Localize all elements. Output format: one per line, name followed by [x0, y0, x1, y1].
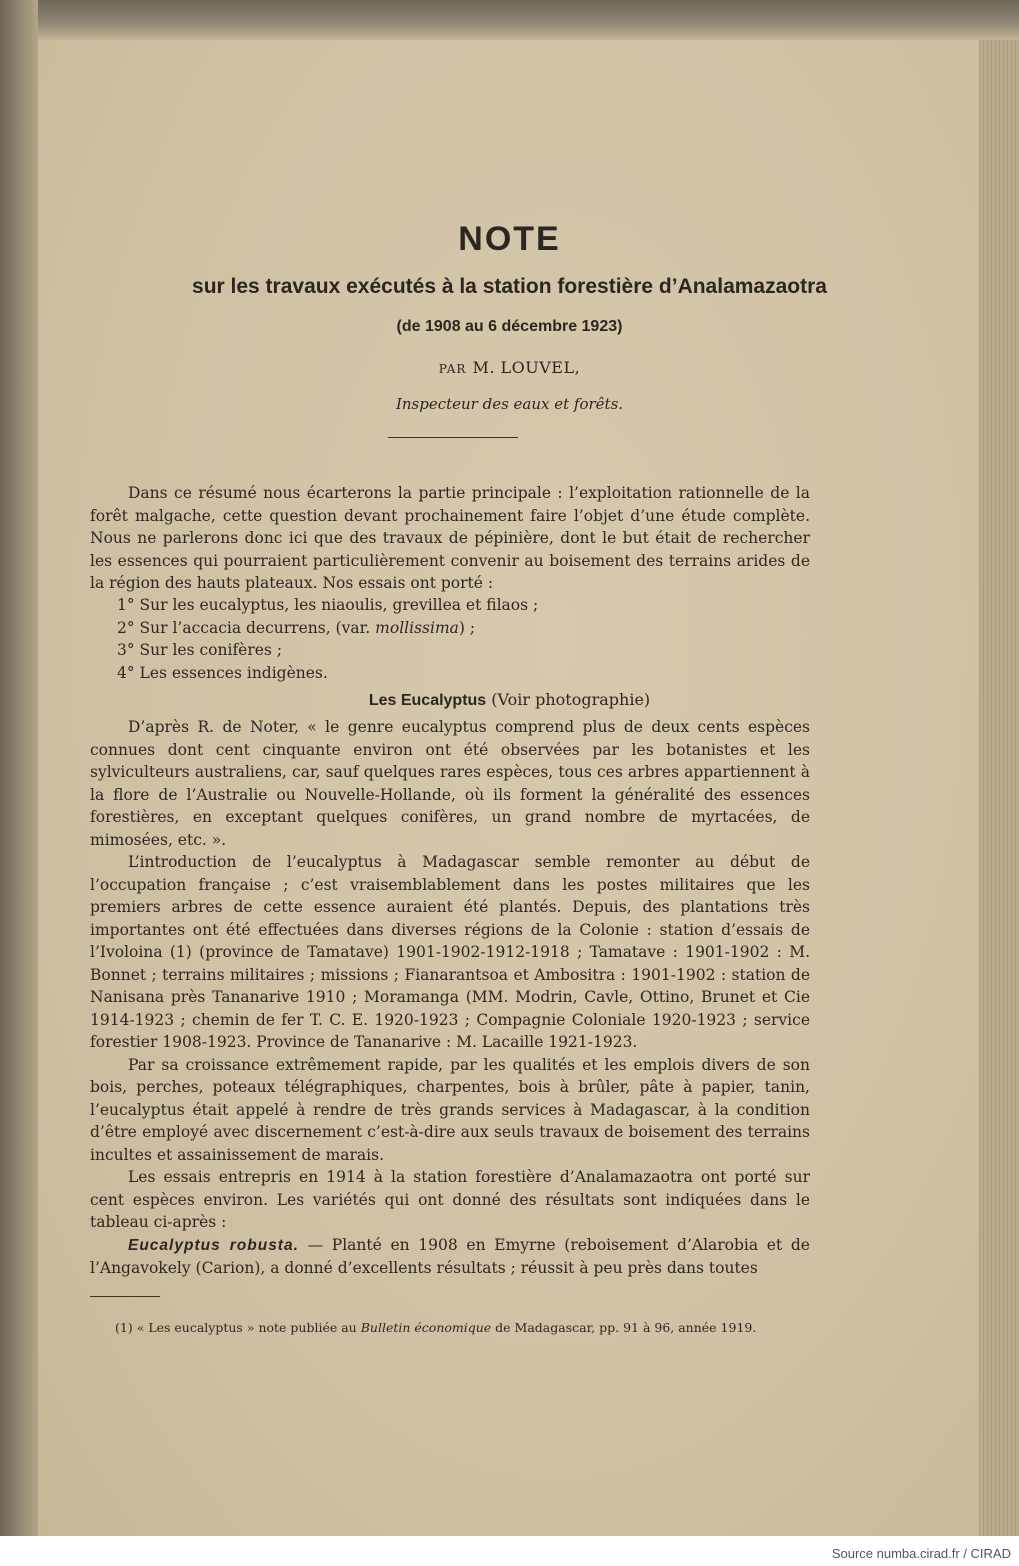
footnote-divider: [90, 1296, 160, 1297]
intro-paragraph: Dans ce résumé nous écarterons la partie principale : l’exploitation rationnelle de la forêt malgache, cette question devant prochainement faire l’objet d’une étude complète. Nous ne parlerons donc ici que des travaux de pépinière, dont le but était de rechercher les essences qui pourraient particulièrement convenir au boisement des terrains arides de la région des hauts plateaux. Nos essais ont porté :: [90, 484, 810, 592]
section-body: [90, 716, 810, 1280]
trial-list: [117, 594, 538, 684]
section-note: (Voir photographie): [491, 690, 651, 709]
list-item: 2° Sur l’accacia decurrens, (var. mollissima) ;: [117, 618, 476, 637]
page-edges: [979, 40, 1019, 1536]
date-range: (de 1908 au 6 décembre 1923): [396, 318, 623, 335]
paragraph: Les essais entrepris en 1914 à la station forestière d’Analamazaotra ont porté sur cent espèces environ. Les variétés qui ont donné des résultats sont indiquées dans le tableau ci-après :: [90, 1168, 810, 1231]
paragraph: Par sa croissance extrêmement rapide, par les qualités et les emplois divers de son bois, perches, poteaux télégraphiques, charpentes, bois à brûler, pâte à papier, tanin, l’eucalyptus était appelé à rendre de très grands services à Madagascar, à la condition d’être employé avec discernement c’est-à-dire aux seuls travaux de boisement des terrains incultes et assainissement de marais.: [90, 1055, 810, 1164]
paragraph: D’après R. de Noter, « le genre eucalyptus comprend plus de deux cents espèces connues dont cent cinquante environ ont été observées par les botanistes et les sylviculteurs australiens, car, sauf quelques rares espèces, tous ces arbres appartiennent à la flore de l’Australie ou Nouvelle-Hollande, où ils forment la généralité des essences forestières, en exceptant quelques conifères, un grand nombre de myrtacées, de mimosées, etc. ».: [90, 718, 810, 849]
intro-block: [90, 482, 810, 595]
title-divider: [388, 437, 518, 438]
species-name: Eucalyptus robusta.: [128, 1236, 299, 1254]
species-entry: Eucalyptus robusta. — Planté en 1908 en Emyrne (reboisement d’Alarobia et de l’Angavokely (Carion), a donné d’excellents résultats ; réussit à peu près dans toutes: [90, 1235, 810, 1277]
footnote: (1) « Les eucalyptus » note publiée au Bulletin économique de Madagascar, pp. 91 à 96, année 1919.: [115, 1320, 757, 1335]
list-item: 1° Sur les eucalyptus, les niaoulis, grevillea et filaos ;: [117, 596, 539, 614]
author-line: [0, 358, 1019, 377]
paragraph: L’introduction de l’eucalyptus à Madagascar semble remonter au début de l’occupation française ; c’est vraisemblablement dans les postes militaires que les premiers arbres de cette essence auraient été plantés. Depuis, des plantations très importantes ont été effectuées dans diverses régions de la Colonie : station d’essais de l’Ivoloina (1) (province de Tamatave) 1901-1902-1912-1918 ; Tamatave : 1901-1902 : M. Bonnet ; terrains militaires ; missions ; Fianarantsoa et Ambositra : 1901-1902 : station de Nanisana près Tananarive 1910 ; Moramanga (MM. Modrin, Cavle, Ottino, Brunet et Cie 1914-1923 ; chemin de fer T. C. E. 1920-1923 ; Compagnie Coloniale 1920-1923 ; service forestier 1908-1923. Province de Tananarive : M. Lacaille 1921-1923.: [90, 853, 810, 1051]
author-role: Inspecteur des eaux et forêts.: [395, 395, 624, 413]
page-title: NOTE: [458, 220, 561, 258]
book-top-shadow: [0, 0, 1019, 40]
page-subtitle: sur les travaux exécutés à la station forestière d’Analamazaotra: [192, 275, 827, 298]
author-prefix: PAR: [438, 362, 467, 376]
list-item: 4° Les essences indigènes.: [117, 663, 328, 682]
source-credit: Source numba.cirad.fr / CIRAD: [831, 1546, 1011, 1561]
author-name: M. LOUVEL,: [472, 358, 581, 377]
section-heading: Les Eucalyptus (Voir photographie): [368, 690, 651, 709]
list-item: 3° Sur les conifères ;: [117, 641, 283, 659]
